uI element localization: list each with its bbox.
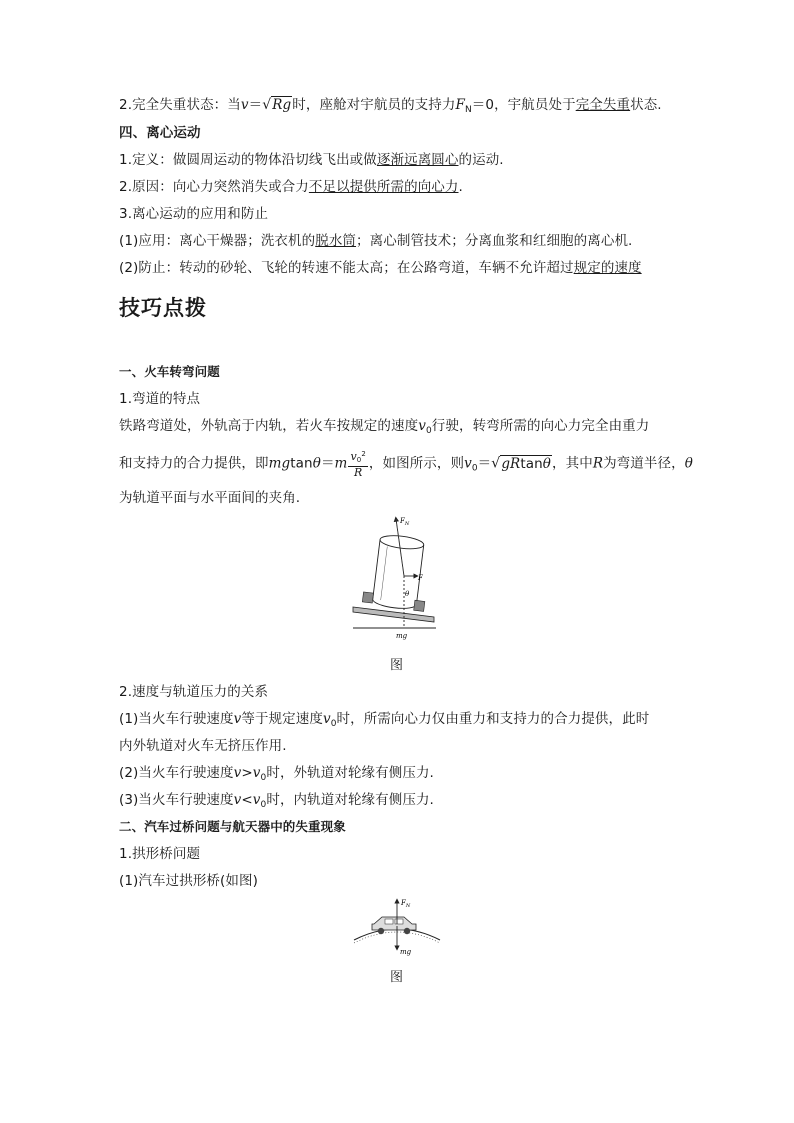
weightless-line: [119, 95, 662, 120]
underlined-answer: 完全失重: [575, 97, 631, 113]
var-v: v: [464, 455, 472, 472]
label-theta: θ: [405, 590, 410, 598]
sqrt-Rg: Rg: [272, 97, 292, 113]
sqrt-symbol: √: [262, 97, 272, 113]
figure-caption: 图: [390, 970, 404, 985]
var-v: v: [240, 97, 249, 113]
text: 时，外轨道对轮缘有侧压力.: [266, 765, 434, 781]
sub-0: 0: [330, 719, 337, 729]
label-FN: [399, 517, 410, 527]
var-v: v: [233, 711, 242, 727]
text: 的运动.: [458, 152, 504, 168]
fraction-denominator: R: [353, 466, 363, 479]
application-title: 3.离心运动的应用和防止: [119, 206, 269, 222]
relation-line-1b: 内外轨道对火车无挤压作用.: [119, 738, 287, 754]
var-theta: θ: [312, 455, 321, 472]
train-curve-figure: [348, 514, 438, 644]
var-v: v: [350, 450, 357, 463]
label-F: F: [418, 574, 423, 582]
underlined-answer: 不足以提供所需的向心力: [308, 179, 459, 195]
operator: <: [241, 792, 253, 808]
var-R: R: [592, 455, 604, 472]
text: ，如图所示，则: [368, 455, 465, 472]
text: (1)应用：离心干燥器；洗衣机的: [119, 233, 316, 249]
text: ＝: [248, 97, 263, 113]
var-v: v: [252, 765, 261, 781]
var-v: v: [322, 711, 331, 727]
car-icon: [372, 917, 416, 934]
text: 为弯道半径，: [603, 455, 685, 472]
text: ＝: [477, 455, 492, 472]
text: ＝0，宇航员处于: [471, 97, 576, 113]
var-v: v: [418, 418, 426, 434]
text: 等于规定速度: [241, 711, 323, 727]
text-tan: tan: [290, 455, 313, 472]
text: 状态.: [630, 97, 662, 113]
sqrt-symbol: √: [491, 455, 501, 472]
sqrt-content: [500, 455, 552, 472]
sub-0: 0: [260, 773, 267, 783]
arch-item-1: (1)汽车过拱形桥(如图): [119, 873, 258, 889]
subheading-curve: 1.弯道的特点: [119, 391, 201, 407]
var-F: F: [455, 97, 465, 113]
text: 和支持力的合力提供，即: [119, 455, 269, 472]
text-tan: tan: [520, 455, 543, 472]
text: ，其中: [552, 455, 593, 472]
var-theta: θ: [542, 455, 551, 472]
var-v: v: [233, 765, 242, 781]
label-N: N: [405, 903, 411, 909]
skills-title: 技巧点拨: [119, 296, 207, 320]
label-FN: [400, 899, 411, 909]
sub-0: 0: [425, 426, 432, 436]
text: 行驶，转弯所需的向心力完全由重力: [431, 418, 650, 434]
var-v: v: [252, 792, 261, 808]
heading-bridge: 二、汽车过桥问题与航天器中的失重现象: [119, 819, 346, 834]
fraction: [348, 449, 367, 478]
relation-line-1: [119, 709, 649, 734]
fraction-numerator: [348, 449, 367, 467]
figure-caption: 图: [390, 658, 404, 673]
text: 时，座舱对宇航员的支持力: [292, 97, 456, 113]
sub-0: 0: [260, 800, 267, 810]
sub-0: 0: [471, 463, 478, 474]
text: 2.原因：向心力突然消失或合力: [119, 179, 309, 195]
text: 时，内轨道对轮缘有侧压力.: [266, 792, 434, 808]
label-F: F: [401, 899, 406, 907]
sub-N: N: [464, 105, 472, 115]
text: (1)当火车行驶速度: [119, 711, 234, 727]
paragraph-line-1: [119, 416, 649, 441]
subheading-arch: 1.拱形桥问题: [119, 846, 201, 862]
relation-line-2: [119, 763, 434, 788]
section-heading: 四、离心运动: [119, 125, 201, 141]
text: .: [458, 179, 463, 195]
paragraph-line-2: [119, 449, 693, 481]
text: ；离心制管技术；分离血浆和红细胞的离心机.: [356, 233, 633, 249]
var-m: m: [334, 455, 348, 472]
label-mg: mg: [396, 632, 408, 640]
arch-bridge-figure: [352, 896, 442, 958]
sub-0: 0: [356, 456, 362, 464]
prevent-line: [119, 258, 642, 278]
sup-2: 2: [361, 450, 366, 458]
text: 2.完全失重状态：当: [119, 97, 241, 113]
definition-line: [119, 150, 504, 170]
heading-train: 一、火车转弯问题: [119, 364, 220, 379]
var-theta: θ: [684, 455, 693, 472]
label-mg: mg: [400, 948, 412, 956]
var-mg: mg: [268, 455, 291, 472]
paragraph-line-3: 为轨道平面与水平面间的夹角.: [119, 490, 301, 506]
subheading-pressure: 2.速度与轨道压力的关系: [119, 684, 269, 700]
underlined-answer: 逐渐远离圆心: [376, 152, 459, 168]
train-body: [362, 532, 432, 611]
label-F: F: [400, 517, 405, 525]
underlined-answer: 规定的速度: [573, 260, 642, 276]
var-gR: gR: [501, 455, 521, 472]
text: (3)当火车行驶速度: [119, 792, 234, 808]
text: (2)当火车行驶速度: [119, 765, 234, 781]
operator: >: [241, 765, 253, 781]
text: ＝: [320, 455, 335, 472]
text: 铁路弯道处，外轨高于内轨，若火车按规定的速度: [119, 418, 419, 434]
use-line: [119, 231, 632, 251]
relation-line-3: [119, 790, 434, 815]
text: 时，所需向心力仅由重力和支持力的合力提供，此时: [336, 711, 650, 727]
text: (2)防止：转动的砂轮、飞轮的转速不能太高；在公路弯道，车辆不允许超过: [119, 260, 574, 276]
cause-line: [119, 177, 463, 197]
var-v: v: [233, 792, 242, 808]
label-N: N: [404, 521, 410, 527]
underlined-answer: 脱水筒: [315, 233, 357, 249]
text: 1.定义：做圆周运动的物体沿切线飞出或做: [119, 152, 377, 168]
